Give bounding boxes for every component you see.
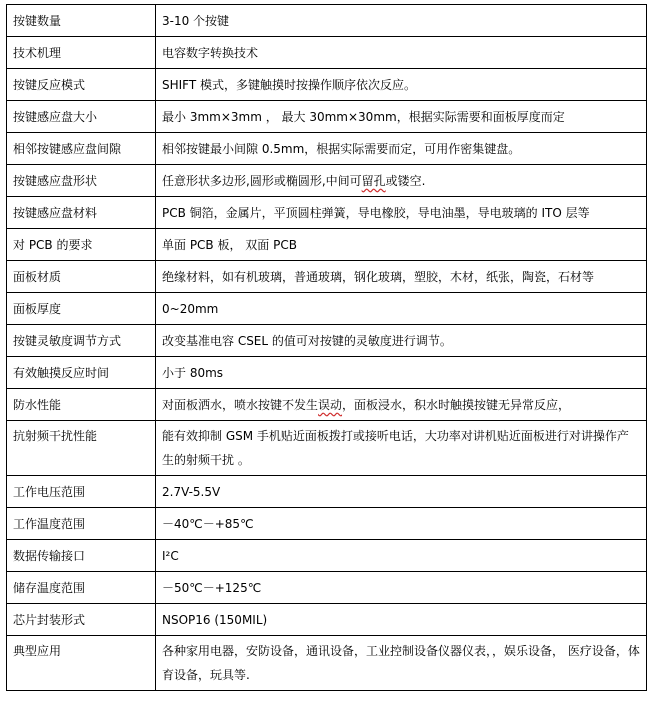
row-value: 单面 PCB 板， 双面 PCB [156,229,647,261]
table-row [7,293,647,325]
row-value: 改变基准电容 CSEL 的值可对按键的灵敏度进行调节。 [156,325,647,357]
row-label: 抗射频干扰性能 [7,421,156,476]
row-value: 小于 80ms [156,357,647,389]
row-value: NSOP16 (150MIL) [156,604,647,636]
row-label: 按键数量 [7,5,156,37]
row-label: 有效触摸反应时间 [7,357,156,389]
row-label: 按键灵敏度调节方式 [7,325,156,357]
table-row [7,5,647,37]
table-row [7,476,647,508]
row-label: 工作温度范围 [7,508,156,540]
row-label: 按键感应盘大小 [7,101,156,133]
row-label: 防水性能 [7,389,156,421]
table-row [7,357,647,389]
row-label: 芯片封装形式 [7,604,156,636]
table-row [7,325,647,357]
value-text-pre: 任意形状多边形,圆形或椭圆形,中间可 [162,174,362,188]
row-value [156,389,647,421]
row-value: －40℃－+85℃ [156,508,647,540]
row-label: 面板厚度 [7,293,156,325]
value-text-post: ，面板浸水，积水时触摸按键无异常反应， [342,398,571,412]
row-label: 按键感应盘材料 [7,197,156,229]
row-label: 工作电压范围 [7,476,156,508]
row-label: 对 PCB 的要求 [7,229,156,261]
row-value: 电容数字转换技术 [156,37,647,69]
row-value: 2.7V-5.5V [156,476,647,508]
row-label: 按键反应模式 [7,69,156,101]
row-value: 0~20mm [156,293,647,325]
row-value: －50℃－+125℃ [156,572,647,604]
table-row [7,37,647,69]
table-row [7,540,647,572]
row-value: 能有效抑制 GSM 手机贴近面板拨打或接听电话，大功率对讲机贴近面板进行对讲操作产生的射频干扰 。 [156,421,647,476]
table-row [7,389,647,421]
table-row [7,636,647,691]
row-value: SHIFT 模式，多键触摸时按操作顺序依次反应。 [156,69,647,101]
value-text-post: 或镂空. [385,174,426,188]
value-text-pre: 对面板洒水，喷水按键不发生 [162,398,319,412]
table-row [7,197,647,229]
spec-table [6,4,647,691]
table-row [7,508,647,540]
row-value: 3-10 个按键 [156,5,647,37]
table-row [7,165,647,197]
table-row [7,261,647,293]
table-row [7,604,647,636]
row-value: 相邻按键最小间隙 0.5mm，根据实际需要而定，可用作密集键盘。 [156,133,647,165]
row-label: 面板材质 [7,261,156,293]
row-value: PCB 铜箔，金属片，平顶圆柱弹簧，导电橡胶，导电油墨，导电玻璃的 ITO 层等 [156,197,647,229]
row-value: 最小 3mm×3mm ， 最大 30mm×30mm，根据实际需要和面板厚度而定 [156,101,647,133]
spellcheck-marked-text: 留孔 [361,174,386,188]
row-value: 绝缘材料，如有机玻璃，普通玻璃，钢化玻璃，塑胶，木材，纸张，陶瓷，石材等 [156,261,647,293]
row-label: 数据传输接口 [7,540,156,572]
row-label: 相邻按键感应盘间隙 [7,133,156,165]
table-row [7,101,647,133]
table-row [7,69,647,101]
row-label: 储存温度范围 [7,572,156,604]
table-row [7,572,647,604]
row-value: I²C [156,540,647,572]
row-label: 按键感应盘形状 [7,165,156,197]
spellcheck-marked-text: 误动 [318,398,343,412]
row-label: 技术机理 [7,37,156,69]
row-value [156,165,647,197]
table-row [7,133,647,165]
row-value: 各种家用电器，安防设备，通讯设备，工业控制设备仪器仪表，，娱乐设备， 医疗设备，体育设备，玩具等. [156,636,647,691]
table-row [7,421,647,476]
table-row [7,229,647,261]
row-label: 典型应用 [7,636,156,691]
